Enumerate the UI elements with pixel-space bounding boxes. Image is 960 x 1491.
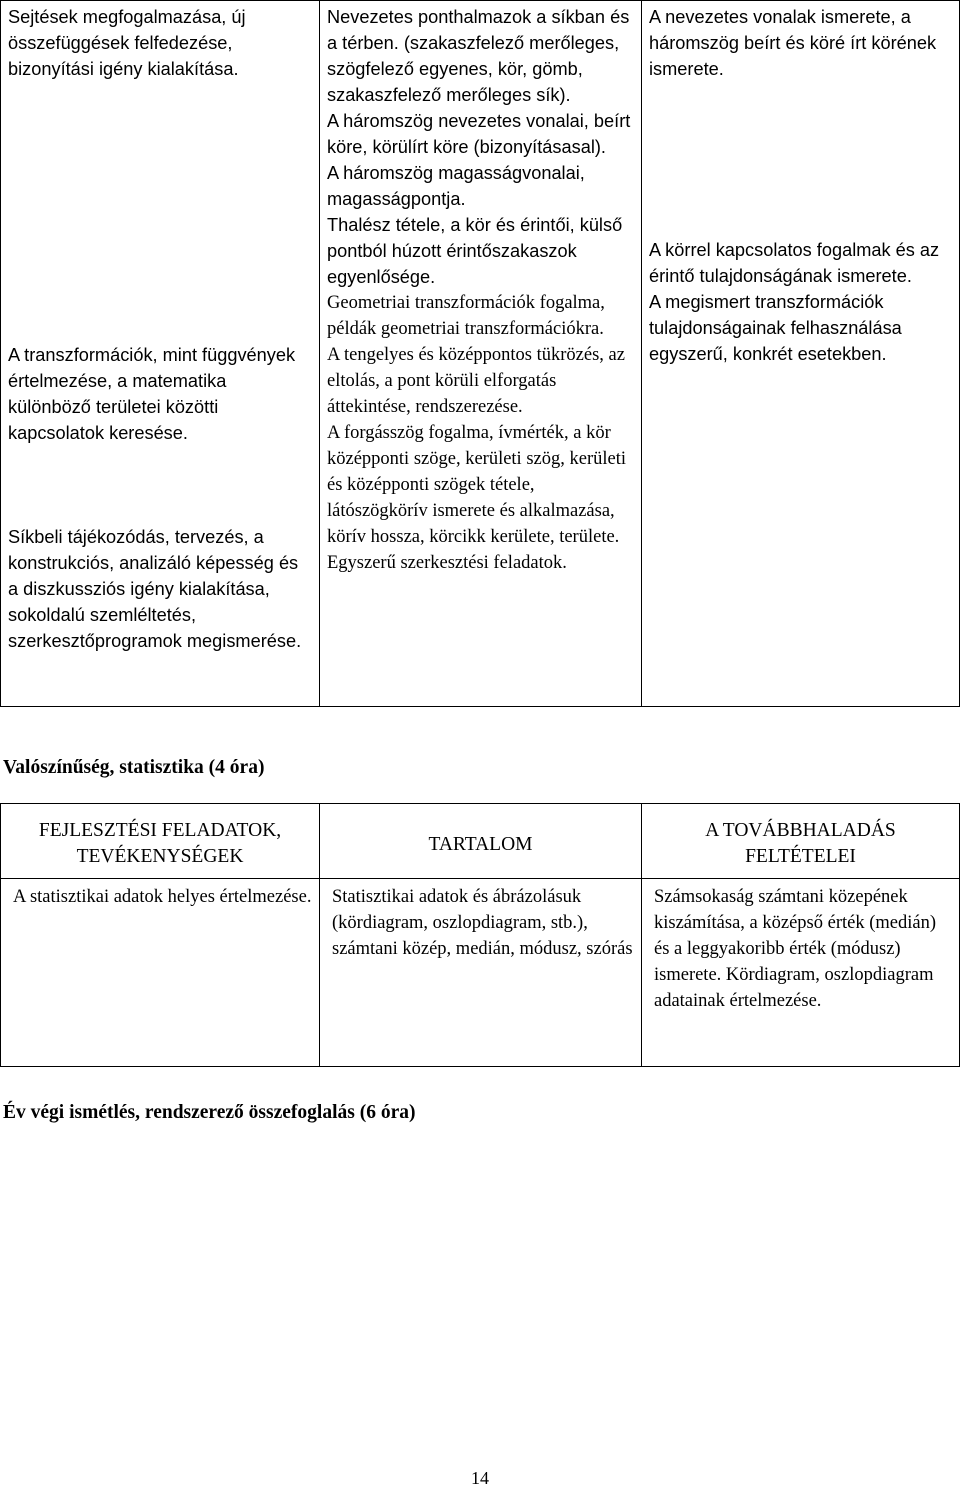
column-header-tasks: FEJLESZTÉSI FELADATOK, TEVÉKENYSÉGEK [1,804,320,879]
task-paragraph: Síkbeli tájékozódás, tervezés, a konstrukciós, analizáló képesség és a diszkussziós igény kialakítása, sokoldalú szemléltetés, szerkesztőprogramok megismerése. [8,527,302,651]
section-heading-review: Év végi ismétlés, rendszerező összefoglalás (6 óra) [3,1102,416,1123]
table-header-row [1,804,960,879]
requirement-paragraph: Számsokaság számtani közepének kiszámítása, a középső érték (medián) és a leggyakoribb érték (módusz) ismerete. Kördiagram, oszlopdiagram adatainak értelmezése. [654,887,937,1011]
content-paragraph: A tengelyes és középpontos tükrözés, az eltolás, a pont körüli elforgatás áttekintése, rendszerezése. [327,345,625,417]
table-row [1,1,960,707]
requirement-paragraph: A nevezetes vonalak ismerete, a háromszög beírt és köré írt körének ismerete. [649,7,937,79]
task-paragraph: A transzformációk, mint függvények értelmezése, a matematika különböző területei közötti kapcsolatok keresése. [8,345,296,443]
column-header-requirements: A TOVÁBBHALADÁS FELTÉTELEI [642,804,960,879]
requirement-paragraph: A megismert transzformációk tulajdonságainak felhasználása egyszerű, konkrét esetekben. [649,292,902,364]
task-paragraph: Sejtések megfogalmazása, új összefüggések felfedezése, bizonyítási igény kialakítása. [8,7,246,79]
section-heading-statistics: Valószínűség, statisztika (4 óra) [3,757,265,778]
requirements-cell [642,1,960,707]
task-paragraph: A statisztikai adatok helyes értelmezése. [13,887,312,907]
content-paragraph: Statisztikai adatok és ábrázolásuk (kördiagram, oszlopdiagram, stb.), számtani közép, medián, módusz, szórás [332,887,633,959]
content-paragraph: Geometriai transzformációk fogalma, példák geometriai transzformációkra. [327,293,605,339]
curriculum-table-statistics [0,803,960,1067]
content-paragraph: Thalész tétele, a kör és érintői, külső pontból húzott érintőszakaszok egyenlősége. [327,215,623,287]
development-tasks-cell [1,1,320,707]
column-header-content: TARTALOM [320,804,642,879]
content-paragraph: A forgásszög fogalma, ívmérték, a kör középponti szöge, kerületi szög, kerületi és középponti szögek tétele, látószögkörív ismerete és alkalmazása, körív hossza, körcikk kerülete, területe. Egyszerű szerkesztési feladatok. [327,423,626,573]
content-cell [320,879,642,1067]
content-paragraph: A háromszög nevezetes vonalai, beírt köre, körülírt köre (bizonyításasal). [327,111,631,157]
page-number: 14 [471,1468,489,1488]
requirement-paragraph: A körrel kapcsolatos fogalmak és az érintő tulajdonságának ismerete. [649,240,940,286]
development-tasks-cell [1,879,320,1067]
content-paragraph: A háromszög magasságvonalai, magasságpontja. [327,163,585,209]
curriculum-table-geometry [0,0,960,707]
content-paragraph: Nevezetes ponthalmazok a síkban és a térben. (szakaszfelező merőleges, szögfelező egyenes, kör, gömb, szakaszfelező merőleges sík). [327,7,630,105]
requirements-cell [642,879,960,1067]
content-cell [320,1,642,707]
table-row [1,879,960,1067]
